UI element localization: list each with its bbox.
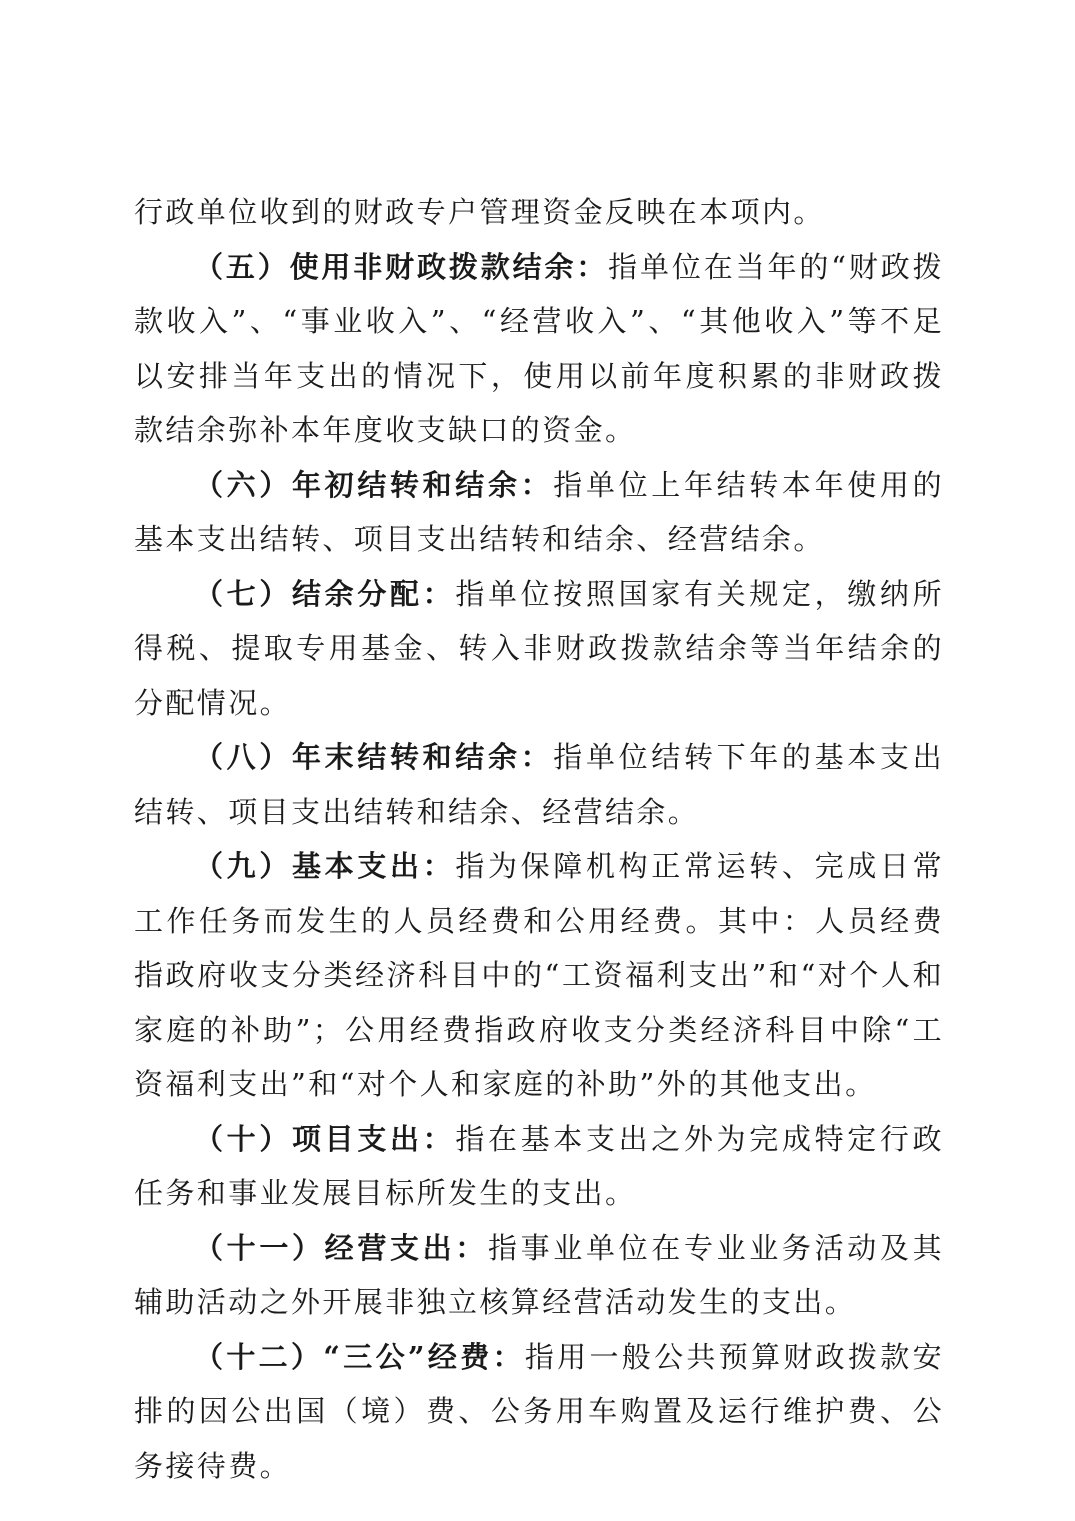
paragraph-text: 行政单位收到的财政专户管理资金反映在本项内。 <box>134 195 825 229</box>
paragraph-item-6 <box>134 458 944 567</box>
paragraph-continuation <box>134 185 944 240</box>
paragraph-item-8 <box>134 730 944 839</box>
paragraph-text: 指用一般公共预算财政拨款安排的因公出国（境）费、公务用车购置及运行维护费、公务接待费。 <box>134 1339 945 1483</box>
paragraph-text: 指事业单位在专业业务活动及其辅助活动之外开展非独立核算经营活动发生的支出。 <box>134 1230 944 1319</box>
paragraph-text: 指为保障机构正常运转、完成日常工作任务而发生的人员经费和公用经费。其中：人员经费指政府收支分类经济科目中的“工资福利支出”和“对个人和家庭的补助”；公用经费指政府收支分类经济科目中除“工资福利支出”和“对个人和家庭的补助”外的其他支出。 <box>134 849 944 1101</box>
paragraph-text: 指单位上年结转本年使用的基本支出结转、项目支出结转和结余、经营结余。 <box>134 467 944 556</box>
paragraph-item-10 <box>134 1112 944 1221</box>
paragraph-term: （五）使用非财政拨款结余： <box>194 249 609 284</box>
paragraph-item-5 <box>134 240 944 458</box>
paragraph-text: 指单位在当年的“财政拨款收入”、“事业收入”、“经营收入”、“其他收入”等不足以安排当年支出的情况下，使用以前年度积累的非财政拨款结余弥补本年度收支缺口的资金。 <box>134 249 944 447</box>
paragraph-term: （十二）“三公”经费： <box>194 1339 525 1374</box>
paragraph-term: （六）年初结转和结余： <box>194 467 554 502</box>
paragraph-item-12 <box>134 1330 944 1494</box>
paragraph-term: （八）年末结转和结余： <box>194 740 554 774</box>
document-body <box>134 185 944 1493</box>
paragraph-item-7 <box>134 567 944 731</box>
paragraph-text: 指单位按照国家有关规定，缴纳所得税、提取专用基金、转入非财政拨款结余等当年结余的分配情况。 <box>134 576 944 720</box>
paragraph-item-11 <box>134 1221 944 1330</box>
paragraph-term: （七）结余分配： <box>194 576 456 611</box>
paragraph-term: （十）项目支出： <box>194 1121 456 1156</box>
paragraph-text: 指单位结转下年的基本支出结转、项目支出结转和结余、经营结余。 <box>134 740 944 829</box>
paragraph-text: 指在基本支出之外为完成特定行政任务和事业发展目标所发生的支出。 <box>134 1121 944 1210</box>
paragraph-item-9 <box>134 839 944 1112</box>
paragraph-term: （十一）经营支出： <box>194 1230 488 1265</box>
paragraph-term: （九）基本支出： <box>194 849 456 883</box>
